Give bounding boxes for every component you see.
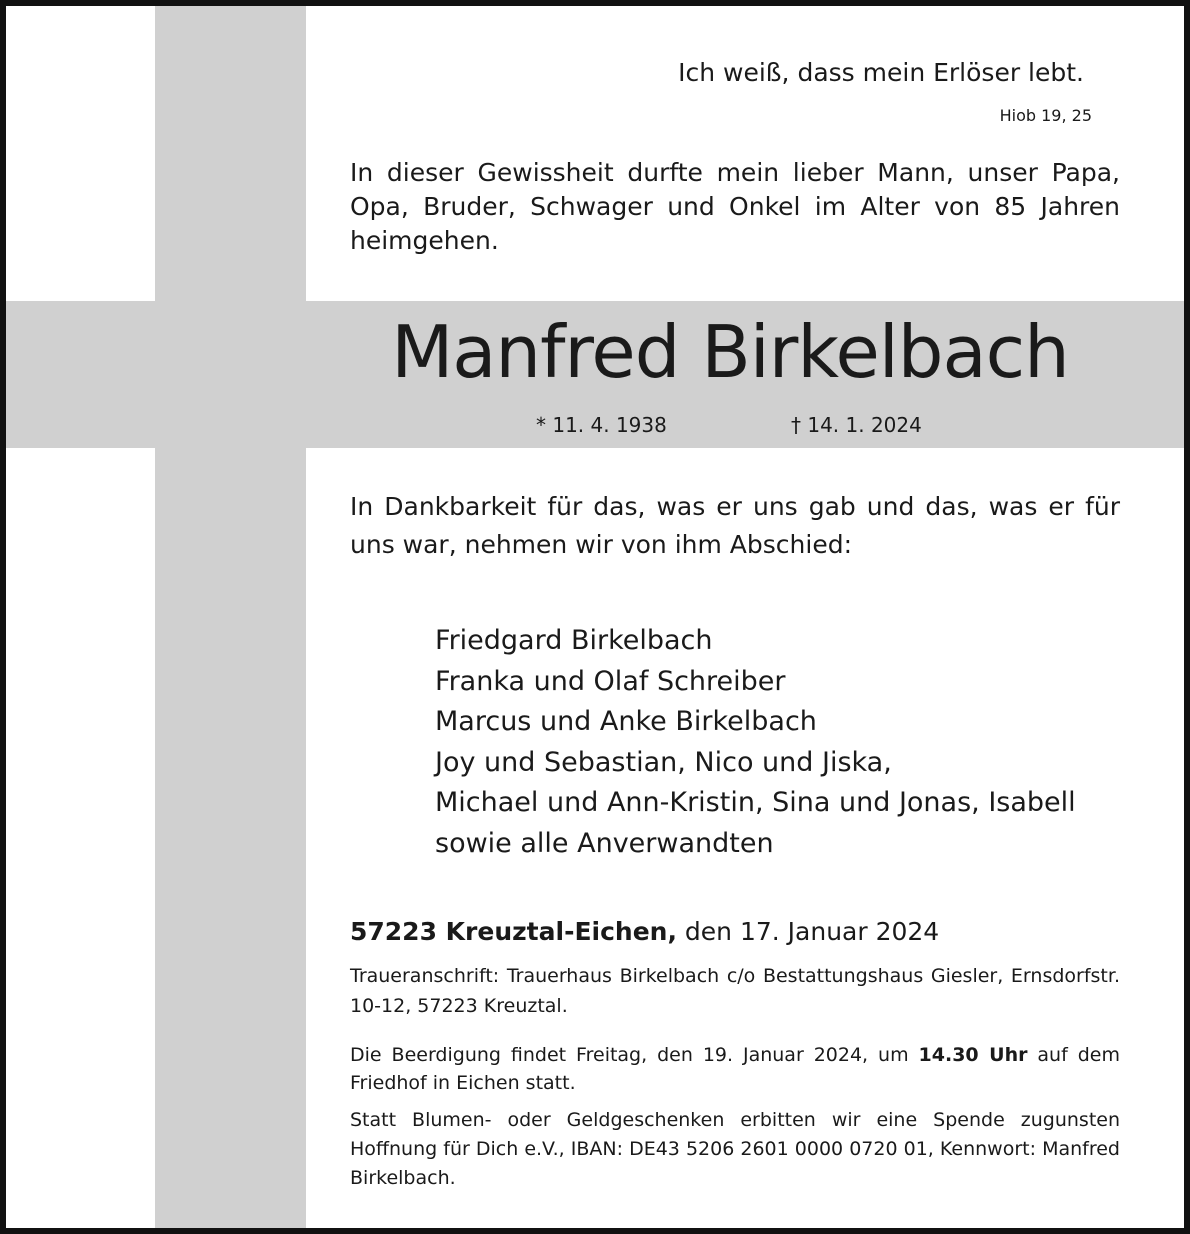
- gratitude-text: In Dankbarkeit für das, was er uns gab und das, was er für uns war, nehmen wir von ihm Abschied:: [350, 492, 1120, 559]
- place-and-date: [350, 917, 939, 946]
- mourning-address: Traueranschrift: Trauerhaus Birkelbach c/o Bestattungshaus Giesler, Ernsdorfstr. 10-12, 57223 Kreuztal.: [350, 965, 1120, 1017]
- mourner-line: Friedgard Birkelbach: [435, 625, 713, 656]
- funeral-info: [350, 1041, 1120, 1097]
- funeral-text-after: auf dem Friedhof in Eichen statt.: [350, 1044, 1120, 1094]
- intro-text: In dieser Gewissheit durfte mein lieber Mann, unser Papa, Opa, Bruder, Schwager und Onkel im Alter von 85 Jahren heimgehen.: [350, 158, 1120, 255]
- bible-verse: Ich weiß, dass mein Erlöser lebt.: [678, 58, 1084, 87]
- funeral-time: 14.30 Uhr: [918, 1044, 1028, 1066]
- notice-date: den 17. Januar 2024: [676, 917, 940, 946]
- mourner-line: Franka und Olaf Schreiber: [435, 665, 786, 697]
- funeral-text-before: Die Beerdigung findet Freitag, den 19. Januar 2024, um: [350, 1044, 919, 1066]
- mourners-list: [435, 621, 1076, 864]
- place-name: 57223 Kreuztal-Eichen,: [350, 917, 677, 946]
- mourner-line: sowie alle Anverwandten: [435, 827, 774, 859]
- mourner-line: Michael und Ann-Kristin, Sina und Jonas, Isabell: [435, 787, 1076, 818]
- donation-info: Statt Blumen- oder Geldgeschenken erbitten wir eine Spende zugunsten Hoffnung für Dich e.V., IBAN: DE43 5206 2601 0000 0720 01, Kennwort: Manfred Birkelbach.: [350, 1109, 1120, 1189]
- birth-date: * 11. 4. 1938: [536, 413, 667, 437]
- death-date: † 14. 1. 2024: [791, 413, 922, 437]
- mourner-line: Joy und Sebastian, Nico und Jiska,: [435, 746, 892, 778]
- cross-vertical-bar: [155, 6, 306, 1228]
- mourner-line: Marcus und Anke Birkelbach: [435, 706, 817, 737]
- deceased-name: Manfred Birkelbach: [391, 310, 1069, 394]
- bible-verse-reference: Hiob 19, 25: [999, 106, 1092, 125]
